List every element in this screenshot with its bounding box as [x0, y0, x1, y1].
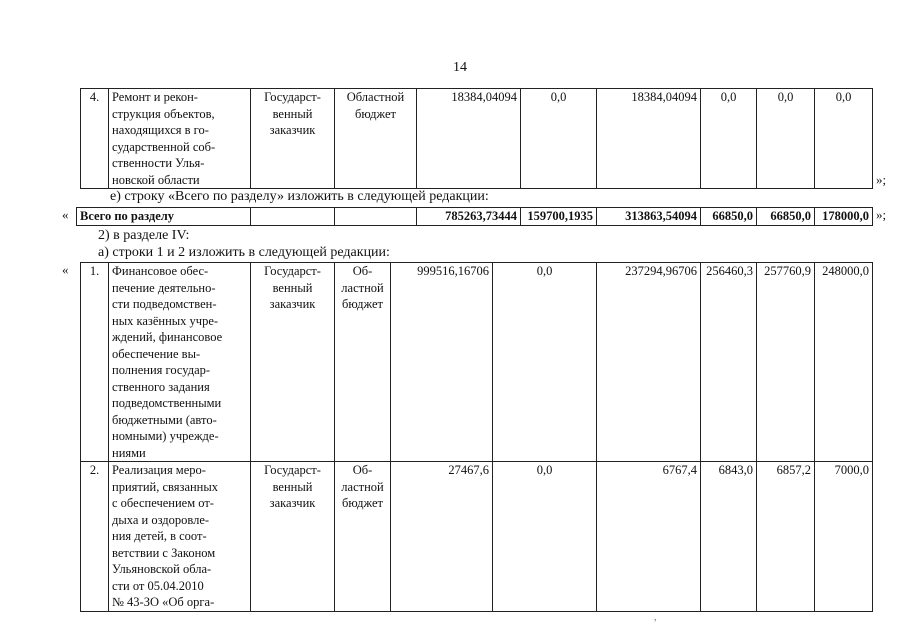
desc-line: сти от 05.04.2010 [112, 578, 204, 593]
value-cell: 159700,1935 [521, 208, 597, 226]
table-row [81, 462, 873, 612]
desc-line: полнения государ- [112, 363, 211, 377]
desc-line: дыха и оздоровле- [112, 512, 210, 527]
source-cell: Областной бюджет [335, 89, 417, 189]
desc-line: № 43-ЗО «Об орга- [112, 595, 215, 609]
value-cell: 257760,9 [757, 263, 815, 462]
instruction-a: а) строки 1 и 2 изложить в следующей редакции: [98, 245, 390, 260]
desc-line: новской области [112, 172, 200, 187]
value-cell: 66850,0 [701, 208, 757, 226]
table-row [81, 89, 873, 189]
desc-line: бюджетными (авто- [112, 412, 217, 427]
row-number: 2. [81, 462, 109, 612]
desc-line: ниями [112, 445, 146, 460]
customer-cell: Государст-венный заказчик [251, 462, 335, 612]
instruction-e: е) строку «Всего по разделу» изложить в следующей редакции: [110, 189, 489, 204]
row-description [109, 89, 251, 189]
value-cell: 0,0 [493, 462, 597, 612]
total-cell: 18384,04094 [417, 89, 521, 189]
desc-line: Ульяновской обла- [112, 562, 212, 576]
closing-quote: »; [876, 207, 887, 222]
value-cell: 0,0 [701, 89, 757, 189]
desc-line: ственности Улья- [112, 156, 205, 170]
value-cell: 0,0 [493, 263, 597, 462]
source-cell: Об-ластной бюджет [335, 462, 391, 612]
desc-line: Ремонт и рекон- [112, 90, 198, 104]
instruction-2: 2) в разделе IV: [98, 228, 190, 243]
value-cell: 178000,0 [815, 208, 873, 226]
row-number: 4. [81, 89, 109, 189]
source-cell: Об-ластной бюджет [335, 263, 391, 462]
desc-line: приятий, связанных [112, 479, 219, 494]
empty-cell [251, 208, 335, 226]
table-row [81, 263, 873, 462]
row-description [109, 263, 251, 462]
desc-line: сти подведомствен- [112, 297, 217, 311]
value-cell: 237294,96706 [597, 263, 701, 462]
desc-line: с обеспечением от- [112, 496, 214, 510]
value-cell: 313863,54094 [597, 208, 701, 226]
desc-line: Финансовое обес- [112, 264, 209, 278]
desc-line: сударственной соб- [112, 139, 216, 154]
desc-line: номными) учрежде- [112, 429, 219, 443]
scan-speck: , [654, 612, 657, 623]
desc-line: находящихся в го- [112, 123, 209, 137]
value-cell: 248000,0 [815, 263, 873, 462]
desc-line: подведомственными [112, 396, 222, 410]
customer-cell: Государст-венный заказчик [251, 263, 335, 462]
value-cell: 66850,0 [757, 208, 815, 226]
opening-quote: « [62, 262, 69, 277]
table-section-iv [80, 262, 873, 612]
desc-line: Реализация меро- [112, 463, 206, 477]
value-cell: 0,0 [757, 89, 815, 189]
desc-line: обеспечение вы- [112, 346, 201, 361]
value-cell: 0,0 [521, 89, 597, 189]
closing-quote: »; [876, 172, 887, 187]
value-cell: 6857,2 [757, 462, 815, 612]
value-cell: 6843,0 [701, 462, 757, 612]
desc-line: струкция объектов, [112, 106, 215, 121]
value-cell: 7000,0 [815, 462, 873, 612]
table-row [77, 208, 873, 226]
page-number: 14 [453, 60, 467, 75]
row-description [109, 462, 251, 612]
table-section-row4 [80, 88, 873, 189]
desc-line: ственного задания [112, 379, 210, 394]
total-cell: 785263,73444 [417, 208, 521, 226]
desc-line: ния детей, в соот- [112, 529, 207, 543]
desc-line: ных казённых учре- [112, 313, 219, 328]
customer-cell: Государст-венный заказчик [251, 89, 335, 189]
total-cell: 999516,16706 [391, 263, 493, 462]
row-number: 1. [81, 263, 109, 462]
value-cell: 0,0 [815, 89, 873, 189]
desc-line: ждений, финансовое [112, 330, 223, 344]
value-cell: 18384,04094 [597, 89, 701, 189]
total-cell: 27467,6 [391, 462, 493, 612]
value-cell: 6767,4 [597, 462, 701, 612]
opening-quote: « [62, 207, 69, 222]
desc-line: ветствии с Законом [112, 545, 216, 560]
total-label: Всего по разделу [77, 208, 251, 226]
desc-line: печение деятельно- [112, 280, 216, 295]
value-cell: 256460,3 [701, 263, 757, 462]
table-total-row [76, 207, 873, 226]
empty-cell [335, 208, 417, 226]
